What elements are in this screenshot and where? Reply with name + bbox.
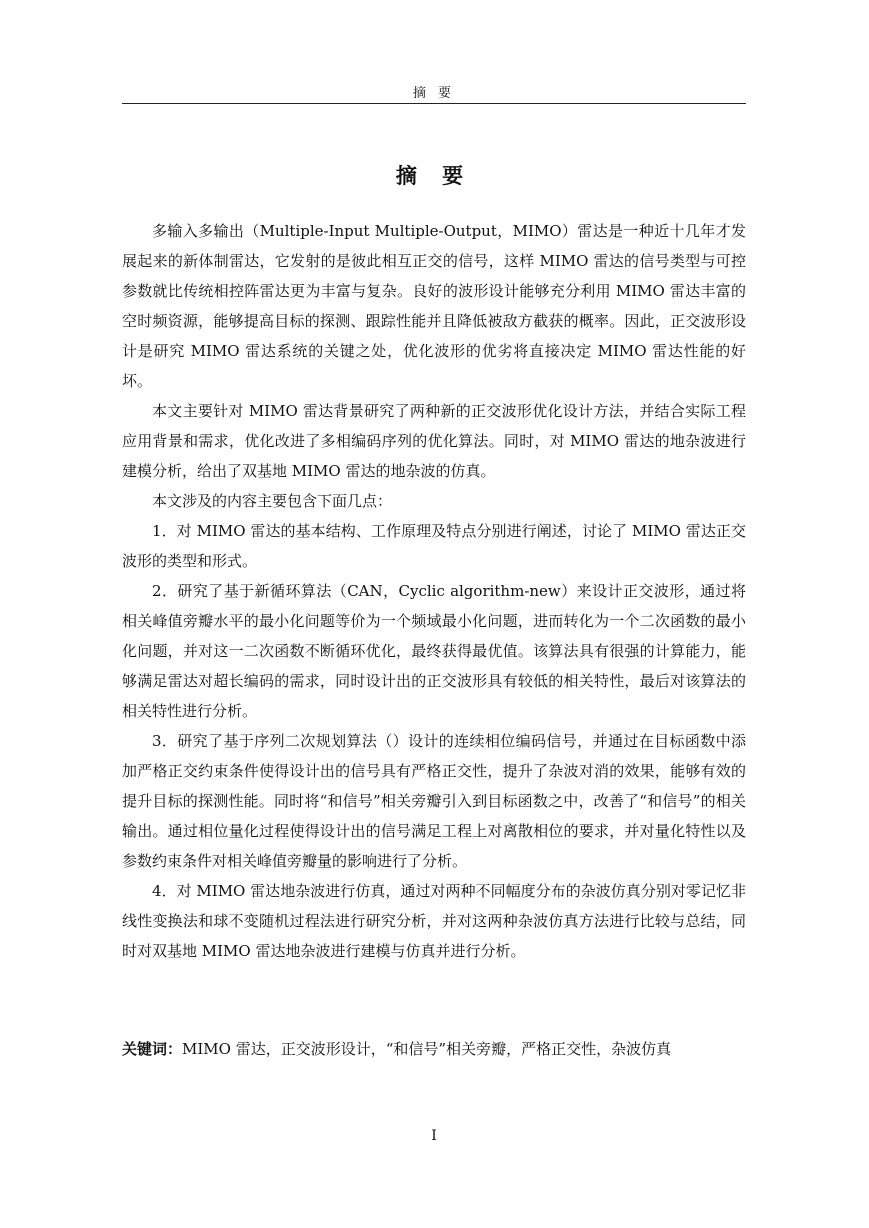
page-title: 摘 要 [395, 164, 473, 188]
paragraph-point-4: 4．对 MIMO 雷达地杂波进行仿真，通过对两种不同幅度分布的杂波仿真分别对零记忆非线性变换法和球不变随机过程法进行研究分析，并对这两种杂波仿真方法进行比较与总结，同时对双基地 MIMO 雷达地杂波进行建模与仿真并进行分析。 [122, 882, 746, 960]
keywords-block [122, 1035, 746, 1063]
keywords-text: MIMO 雷达，正交波形设计，“和信号”相关旁瓣，严格正交性，杂波仿真 [182, 1040, 672, 1058]
abstract-body [122, 216, 746, 966]
paragraph-scope: 本文主要针对 MIMO 雷达背景研究了两种新的正交波形优化设计方法，并结合实际工程应用背景和需求，优化改进了多相编码序列的优化算法。同时，对 MIMO 雷达的地杂波进行建模分析，给出了双基地 MIMO 雷达的地杂波的仿真。 [122, 402, 746, 480]
paragraph-point-2: 2．研究了基于新循环算法（CAN，Cyclic algorithm-new）来设计正交波形，通过将相关峰值旁瓣水平的最小化问题等价为一个频域最小化问题，进而转化为一个二次函数的最小化问题，并对这一二次函数不断循环优化，最终获得最优值。该算法具有很强的计算能力，能够满足雷达对超长编码的需求，同时设计出的正交波形具有较低的相关特性，最后对该算法的相关特性进行分析。 [122, 582, 746, 720]
header-rule [122, 103, 746, 104]
running-header: 摘 要 [412, 86, 456, 101]
paragraph-contents-lead: 本文涉及的内容主要包含下面几点： [152, 492, 393, 510]
paragraph-point-1: 1．对 MIMO 雷达的基本结构、工作原理及特点分别进行阐述，讨论了 MIMO 雷达正交波形的类型和形式。 [122, 522, 746, 570]
keywords-label: 关键词： [122, 1040, 183, 1058]
paragraph-point-3: 3．研究了基于序列二次规划算法（）设计的连续相位编码信号，并通过在目标函数中添加严格正交约束条件使得设计出的信号具有严格正交性，提升了杂波对消的效果，能够有效的提升目标的探测性能。同时将“和信号”相关旁瓣引入到目标函数之中，改善了“和信号”的相关输出。通过相位量化过程使得设计出的信号满足工程上对离散相位的要求，并对量化特性以及参数约束条件对相关峰值旁瓣量的影响进行了分析。 [122, 732, 746, 870]
paragraph-intro: 多输入多输出（Multiple-Input Multiple-Output，MIMO）雷达是一种近十几年才发展起来的新体制雷达，它发射的是彼此相互正交的信号，这样 MIMO 雷达的信号类型与可控参数就比传统相控阵雷达更为丰富与复杂。良好的波形设计能够充分利用 MIMO 雷达丰富的空时频资源，能够提高目标的探测、跟踪性能并且降低被敌方截获的概率。因此，正交波形设计是研究 MIMO 雷达系统的关键之处，优化波形的优劣将直接决定 MIMO 雷达性能的好坏。 [122, 222, 746, 390]
page-number: I [431, 1128, 437, 1144]
